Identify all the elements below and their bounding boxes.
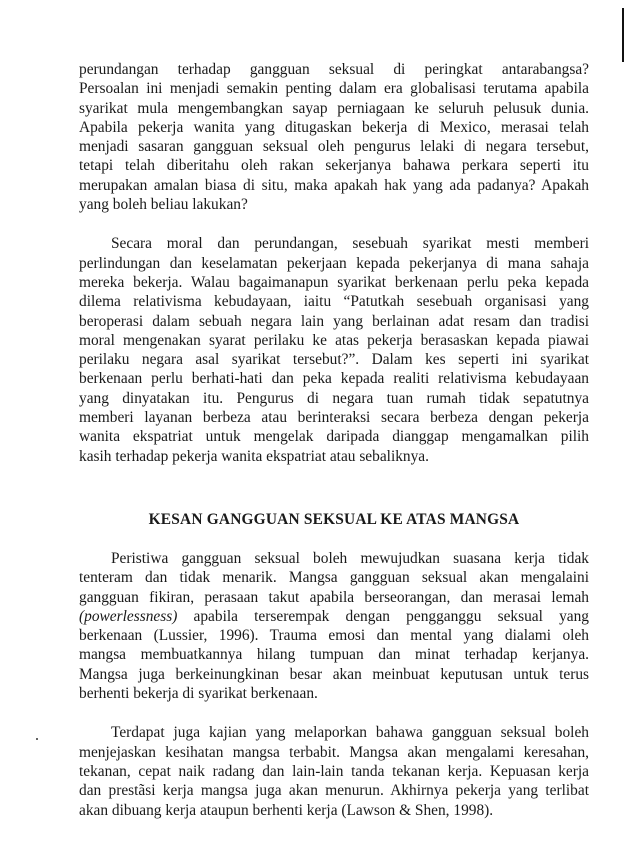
text-line: Apabila pekerja wanita yang ditugaskan bekerja di Mexico, merasai telah [79, 118, 589, 136]
paragraph-4 [79, 723, 589, 819]
text-line: Peristiwa gangguan seksual boleh mewujudkan suasana kerja tidak [111, 549, 589, 567]
text-line: Mangsa juga berkeinungkinan besar akan meinbuat keputusan untuk terus [79, 665, 589, 683]
text-line: akan dibuang kerja ataupun berhenti kerja (Lawson & Shen, 1998). [79, 801, 494, 819]
text-line: wanita ekspatriat untuk mengelak daripada dianggap mengamalkan pilih [79, 428, 589, 446]
text-line: moral mengenakan syarat perilaku ke atas pekerja berasaskan kepada piawai [79, 331, 589, 349]
paragraph-1 [79, 60, 589, 214]
text-line: berhenti bekerja di syarikat berkenaan. [79, 685, 318, 703]
text-line: yang dinyatakan itu. Pengurus di negara tuan rumah tidak sepatutnya [79, 389, 589, 407]
text-line: kasih terhadap pekerja wanita ekspatriat atau sebaliknya. [79, 447, 429, 465]
text-line: perlindungan dan keselamatan pekerjaan kepada pekerjanya di mana sahaja [79, 254, 589, 272]
paragraph-3 [79, 549, 589, 703]
section-heading: KESAN GANGGUAN SEKSUAL KE ATAS MANGSA [148, 510, 520, 528]
italic-term: (powerlessness) [79, 607, 178, 625]
text-line: perilaku negara asal syarikat tersebut?”. Dalam kes seperti ini syarikat [79, 351, 589, 369]
text-line: dilema relativisma kebudayaan, iaitu “Patutkah sesebuah organisasi yang [79, 293, 589, 311]
text-line: menjejaskan kesihatan mangsa terbabit. Mangsa akan mengalami keresahan, [79, 743, 589, 761]
text-line: merupakan amalan biasa di situ, maka apakah hak yang ada padanya? Apakah [79, 176, 589, 194]
text-line: (powerlessness) apabila terserempak dengan pengganggu seksual yang [79, 607, 589, 625]
text-line: perundangan terhadap gangguan seksual di peringkat antarabangsa? [79, 61, 589, 78]
scan-edge-line [622, 8, 624, 62]
text-line: yang boleh beliau lakukan? [79, 196, 248, 214]
text-line: berkenaan perlu berhati-hati dan peka kepada realiti relativisma kebudayaan [79, 370, 589, 388]
text-line: tekanan, cepat naik radang dan lain-lain tanda tekanan kerja. Kepuasan kerja [79, 762, 589, 780]
text-line: Persoalan ini menjadi semakin penting dalam era globalisasi terutama apabila [79, 80, 589, 98]
text-line: syarikat mula mengembangkan sayap perniagaan ke seluruh pelusuk dunia. [79, 99, 589, 117]
text-line: Secara moral dan perundangan, sesebuah syarikat mesti memberi [111, 235, 589, 253]
text-line: memberi layanan berbeza atau berinteraksi secara berbeza dengan pekerja [79, 409, 589, 427]
text-line: berkenaan (Lussier, 1996). Trauma emosi dan mental yang dialami oleh [79, 627, 589, 645]
text-line: tenteram dan tidak menarik. Mangsa gangguan seksual akan mengalaini [79, 569, 589, 587]
text-line: menjadi sasaran gangguan seksual oleh pengurus lelaki di negara tersebut, [79, 138, 589, 156]
paragraph-2 [79, 234, 589, 466]
text-line: Terdapat juga kajian yang melaporkan bahawa gangguan seksual boleh [111, 724, 589, 742]
document-page [79, 60, 589, 820]
scan-speck [36, 738, 38, 740]
text-line: dan prestãsi kerja mangsa juga akan menurun. Akhirnya pekerja yang terlibat [79, 782, 589, 800]
text-line: mereka bekerja. Walau bagaimanapun syarikat berkenaan perlu peka kepada [79, 273, 589, 291]
text-line: mangsa membuatkannya hilang tumpuan dan minat terhadap kerjanya. [79, 646, 589, 664]
text-line: gangguan fikiran, perasaan takut apabila berseorangan, dan merasai lemah [79, 588, 589, 606]
text-line: tetapi telah diberitahu oleh rakan sekerjanya bahawa perkara seperti itu [79, 157, 589, 175]
text-line: beroperasi dalam sebuah negara lain yang berlainan adat resam dan tradisi [79, 312, 589, 330]
